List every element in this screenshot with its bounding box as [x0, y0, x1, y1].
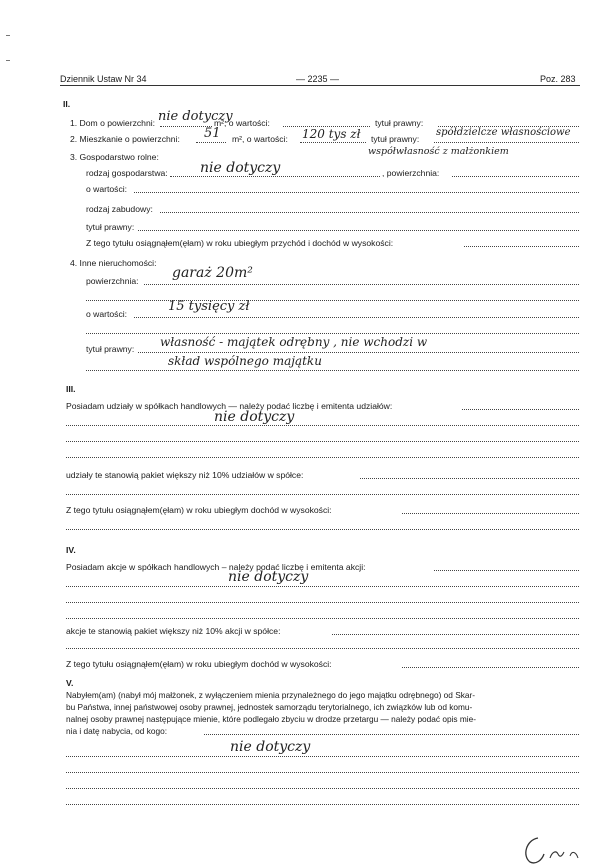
house-label: 1. Dom o powierzchni:: [70, 118, 156, 128]
farm-type-line: [170, 176, 380, 177]
house-unit-label: m², o wartości:: [214, 118, 270, 128]
flat-value-line: [300, 142, 366, 143]
shares-line-3: [66, 441, 579, 442]
section-5-handwriting: nie dotyczy: [230, 739, 311, 755]
farm-income-label: Z tego tytułu osiągnąłem(ęłam) w roku ubiegłym przychód i dochód w wysokości:: [86, 238, 394, 248]
shares-packet-label: udziały te stanowią pakiet większy niż 10% udziałów w spółce:: [66, 470, 304, 480]
stocks-income-label: Z tego tytułu osiągnąłem(ęłam) w roku ubiegłym dochód w wysokości:: [66, 659, 332, 669]
farm-type-handwriting: nie dotyczy: [200, 160, 281, 176]
stocks-packet-label: akcje te stanowią pakiet większy niż 10% akcji w spółce:: [66, 626, 281, 636]
stocks-packet-line-2: [66, 648, 579, 649]
farm-title-line: [138, 230, 579, 231]
section-3-title: III.: [66, 384, 76, 394]
other-value-handwriting: 15 tysięcy zł: [168, 299, 250, 314]
journal-title: Dziennik Ustaw Nr 34: [60, 74, 147, 84]
section-2-title: II.: [63, 99, 71, 109]
shares-packet-line-1: [360, 478, 579, 479]
other-area-handwriting: garaż 20m²: [172, 265, 253, 281]
flat-label: 2. Mieszkanie o powierzchni:: [70, 134, 180, 144]
section-4-title: IV.: [66, 545, 76, 555]
section-5-line-1: [204, 734, 579, 735]
flat-title-handwriting-2: współwłasność z małżonkiem: [368, 146, 509, 157]
shares-line-4: [66, 457, 579, 458]
farm-building-line: [160, 212, 579, 213]
shares-handwriting: nie dotyczy: [214, 409, 295, 425]
flat-title-line: [434, 142, 579, 143]
flat-value-handwriting: 120 tys zł: [302, 127, 361, 141]
shares-income-line-2: [66, 529, 579, 530]
flat-title-handwriting-1: spółdzielcze własnościowe: [436, 127, 571, 138]
other-value-line-2: [86, 333, 579, 334]
section-5-line-5: [66, 804, 579, 805]
flat-area-line: [196, 142, 226, 143]
flat-area-handwriting: 51: [204, 126, 221, 141]
farm-area-label: , powierzchnia:: [382, 168, 440, 178]
section-5-line-3: [66, 772, 579, 773]
farm-value-label: o wartości:: [86, 184, 128, 194]
farm-building-label: rodzaj zabudowy:: [86, 204, 153, 214]
other-area-line: [144, 284, 579, 285]
shares-packet-line-2: [66, 494, 579, 495]
shares-line-1: [462, 409, 579, 410]
page-number: — 2235 —: [296, 74, 340, 84]
position-number: Poz. 283: [540, 74, 576, 84]
stocks-label: Posiadam akcje w spółkach handlowych – należy podać liczbę i emitenta akcji:: [66, 562, 366, 572]
section-5-text-line-2: bu Państwa, innej państwowej osoby prawnej, jednostek samorządu terytorialnego, ich związków lub od komu-: [66, 702, 473, 712]
other-title-line: [138, 352, 579, 353]
shares-label: Posiadam udziały w spółkach handlowych — należy podać liczbę i emitenta udziałów:: [66, 401, 393, 411]
margin-mark: [6, 60, 10, 61]
farm-title-label: tytuł prawny:: [86, 222, 135, 232]
other-area-label: powierzchnia:: [86, 276, 139, 286]
other-title-line-2: [86, 370, 579, 371]
shares-line-2: [66, 425, 579, 426]
other-area-line-2: [86, 300, 579, 301]
section-5-text-line-4: nia i datę nabycia, od kogo:: [66, 726, 168, 736]
header-rule: [60, 85, 580, 86]
farm-area-line: [452, 176, 579, 177]
other-title-handwriting-1: własność - majątek odrębny , nie wchodzi w: [160, 335, 428, 349]
stocks-line-1: [434, 570, 579, 571]
stocks-packet-line-1: [332, 634, 579, 635]
other-title-label: tytuł prawny:: [86, 344, 135, 354]
stocks-line-4: [66, 618, 579, 619]
section-5-line-4: [66, 788, 579, 789]
house-area-handwriting: nie dotyczy: [158, 109, 233, 124]
stocks-income-line: [402, 667, 579, 668]
stocks-line-3: [66, 602, 579, 603]
stocks-handwriting: nie dotyczy: [228, 569, 309, 585]
flat-unit-label: m², o wartości:: [232, 134, 288, 144]
shares-income-label: Z tego tytułu osiągnąłem(ęłam) w roku ubiegłym dochód w wysokości:: [66, 505, 332, 515]
section-5-text-line-1: Nabyłem(am) (nabył mój małżonek, z wyłączeniem mienia przynależnego do jego majątku odrębnego) od Skar-: [66, 690, 476, 700]
section-5-line-2: [66, 756, 579, 757]
flat-title-label: tytuł prawny:: [371, 134, 420, 144]
farm-label: 3. Gospodarstwo rolne:: [70, 152, 159, 162]
house-title-label: tytuł prawny:: [375, 118, 424, 128]
other-value-line: [134, 317, 579, 318]
section-5-title: V.: [66, 678, 74, 688]
farm-value-line: [134, 192, 579, 193]
farm-income-line: [464, 246, 579, 247]
other-value-label: o wartości:: [86, 309, 128, 319]
farm-type-label: rodzaj gospodarstwa:: [86, 168, 168, 178]
shares-income-line-1: [402, 513, 579, 514]
stocks-line-2: [66, 586, 579, 587]
margin-mark: [6, 35, 10, 36]
section-5-text-line-3: nalnej osoby prawnej następujące mienie, które podlegało zbyciu w drodze przetargu — należy podać opis mie-: [66, 714, 477, 724]
other-property-label: 4. Inne nieruchomości:: [70, 258, 157, 268]
other-title-handwriting-2: skład wspólnego majątku: [168, 354, 322, 368]
signature-scribble: [516, 832, 588, 866]
